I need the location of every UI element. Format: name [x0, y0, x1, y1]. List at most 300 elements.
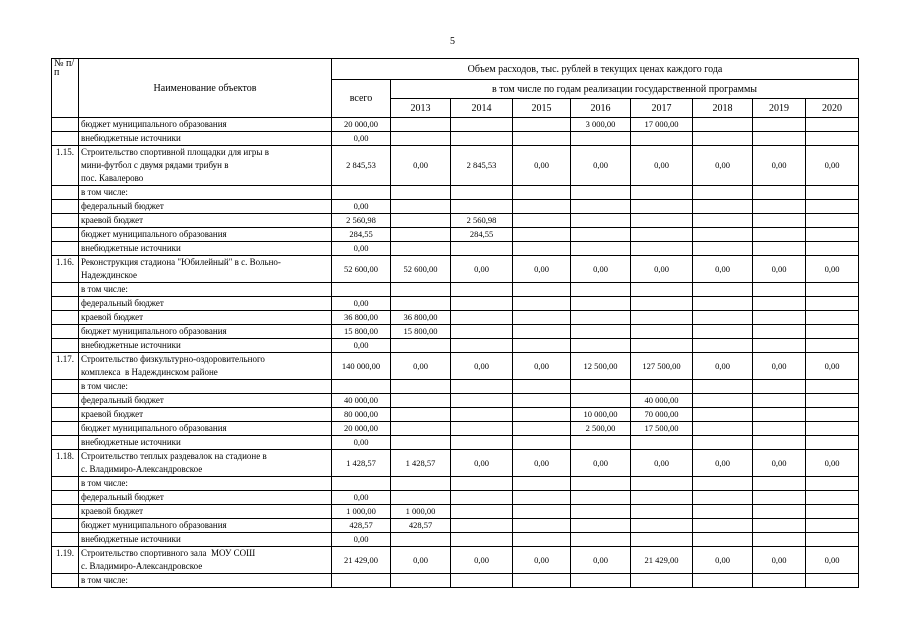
value-year	[513, 574, 571, 588]
object-name: в том числе:	[79, 186, 332, 200]
value-year	[693, 186, 753, 200]
table-row	[52, 339, 859, 353]
header-year: 2016	[571, 99, 631, 118]
value-year: 0,00	[753, 256, 806, 283]
value-year	[391, 186, 451, 200]
value-year	[451, 533, 513, 547]
item-number	[52, 519, 79, 533]
value-total: 140 000,00	[332, 353, 391, 380]
table-row	[52, 283, 859, 297]
value-year	[571, 533, 631, 547]
item-number	[52, 436, 79, 450]
value-year: 1 000,00	[391, 505, 451, 519]
value-total: 0,00	[332, 436, 391, 450]
table-row	[52, 422, 859, 436]
value-year	[753, 339, 806, 353]
object-name: внебюджетные источники	[79, 533, 332, 547]
header-by-years: в том числе по годам реализации государственной программы	[391, 80, 859, 99]
value-year	[391, 574, 451, 588]
value-year	[391, 228, 451, 242]
value-year	[571, 380, 631, 394]
value-year	[391, 118, 451, 132]
value-year	[693, 408, 753, 422]
value-year: 0,00	[693, 146, 753, 186]
value-total: 0,00	[332, 200, 391, 214]
value-year	[513, 422, 571, 436]
value-year: 15 800,00	[391, 325, 451, 339]
object-name: Строительство физкультурно-оздоровительного комплекса в Надеждинском районе	[79, 353, 332, 380]
value-total: 0,00	[332, 242, 391, 256]
value-year: 40 000,00	[631, 394, 693, 408]
value-year	[571, 214, 631, 228]
value-year	[513, 132, 571, 146]
value-year	[806, 297, 859, 311]
table-row	[52, 408, 859, 422]
value-year: 2 845,53	[451, 146, 513, 186]
value-year: 10 000,00	[571, 408, 631, 422]
value-year	[391, 408, 451, 422]
value-year: 127 500,00	[631, 353, 693, 380]
value-year	[391, 283, 451, 297]
value-year	[806, 574, 859, 588]
value-year: 70 000,00	[631, 408, 693, 422]
value-year: 0,00	[806, 450, 859, 477]
value-year	[513, 311, 571, 325]
value-year: 12 500,00	[571, 353, 631, 380]
value-year	[693, 311, 753, 325]
value-year	[631, 574, 693, 588]
value-year	[753, 394, 806, 408]
value-year	[753, 533, 806, 547]
value-year: 3 000,00	[571, 118, 631, 132]
object-name: внебюджетные источники	[79, 132, 332, 146]
header-year: 2013	[391, 99, 451, 118]
value-year	[451, 186, 513, 200]
value-year	[753, 519, 806, 533]
value-year: 0,00	[806, 353, 859, 380]
value-year: 0,00	[451, 353, 513, 380]
value-year	[806, 118, 859, 132]
value-year	[451, 242, 513, 256]
value-year	[693, 574, 753, 588]
value-year	[631, 132, 693, 146]
value-year	[693, 436, 753, 450]
item-number: 1.19.	[52, 547, 79, 574]
value-year	[451, 200, 513, 214]
value-year	[571, 519, 631, 533]
table-row-item	[52, 547, 859, 574]
object-name: федеральный бюджет	[79, 491, 332, 505]
value-year	[391, 533, 451, 547]
value-total: 428,57	[332, 519, 391, 533]
value-year	[451, 422, 513, 436]
table-row	[52, 436, 859, 450]
value-total: 52 600,00	[332, 256, 391, 283]
object-name: бюджет муниципального образования	[79, 519, 332, 533]
value-year	[631, 519, 693, 533]
item-number	[52, 132, 79, 146]
value-year	[391, 491, 451, 505]
value-year: 1 428,57	[391, 450, 451, 477]
value-year	[753, 132, 806, 146]
value-year	[513, 519, 571, 533]
item-number	[52, 311, 79, 325]
value-year: 0,00	[806, 146, 859, 186]
table-row	[52, 118, 859, 132]
table-row	[52, 519, 859, 533]
value-year	[391, 477, 451, 491]
value-year: 21 429,00	[631, 547, 693, 574]
value-year	[513, 242, 571, 256]
value-year	[391, 132, 451, 146]
value-year	[571, 297, 631, 311]
value-year	[513, 186, 571, 200]
value-year	[806, 186, 859, 200]
value-year: 428,57	[391, 519, 451, 533]
item-number	[52, 118, 79, 132]
value-year	[693, 491, 753, 505]
value-total: 1 000,00	[332, 505, 391, 519]
value-total: 40 000,00	[332, 394, 391, 408]
value-year	[513, 477, 571, 491]
header-expenditure-volume: Объем расходов, тыс. рублей в текущих ценах каждого года	[332, 59, 859, 80]
value-year	[806, 214, 859, 228]
item-number: 1.16.	[52, 256, 79, 283]
value-year	[693, 325, 753, 339]
value-year	[391, 394, 451, 408]
item-number	[52, 477, 79, 491]
value-year	[806, 491, 859, 505]
object-name: внебюджетные источники	[79, 339, 332, 353]
value-total: 36 800,00	[332, 311, 391, 325]
value-total	[332, 477, 391, 491]
value-year	[571, 491, 631, 505]
value-year: 0,00	[571, 146, 631, 186]
value-year: 0,00	[571, 450, 631, 477]
value-year	[513, 339, 571, 353]
table-row	[52, 242, 859, 256]
value-year: 0,00	[451, 547, 513, 574]
value-year	[806, 408, 859, 422]
value-year	[451, 118, 513, 132]
value-year	[693, 214, 753, 228]
value-year	[753, 200, 806, 214]
object-name: краевой бюджет	[79, 214, 332, 228]
table-body	[52, 118, 859, 588]
value-year: 0,00	[693, 547, 753, 574]
item-number	[52, 533, 79, 547]
value-year	[631, 505, 693, 519]
table-row	[52, 477, 859, 491]
value-year	[631, 380, 693, 394]
object-name: внебюджетные источники	[79, 436, 332, 450]
object-name: Строительство спортивной площадки для игры в мини-футбол с двумя рядами трибун в пос. Кавалерово	[79, 146, 332, 186]
item-number: 1.18.	[52, 450, 79, 477]
value-year	[806, 519, 859, 533]
item-number	[52, 408, 79, 422]
item-number: 1.15.	[52, 146, 79, 186]
value-year	[753, 505, 806, 519]
value-total	[332, 380, 391, 394]
value-year	[513, 214, 571, 228]
value-year: 17 000,00	[631, 118, 693, 132]
value-year: 0,00	[451, 256, 513, 283]
value-year	[391, 380, 451, 394]
value-year	[753, 297, 806, 311]
value-year	[571, 325, 631, 339]
value-year	[391, 200, 451, 214]
value-year	[693, 533, 753, 547]
value-year	[631, 491, 693, 505]
value-total: 0,00	[332, 297, 391, 311]
object-name: краевой бюджет	[79, 408, 332, 422]
value-year	[806, 394, 859, 408]
value-year: 0,00	[693, 353, 753, 380]
value-year	[631, 200, 693, 214]
header-year: 2019	[753, 99, 806, 118]
value-year	[806, 380, 859, 394]
value-year	[451, 325, 513, 339]
item-number	[52, 394, 79, 408]
value-year	[391, 214, 451, 228]
item-number	[52, 214, 79, 228]
value-year	[753, 242, 806, 256]
value-total: 284,55	[332, 228, 391, 242]
object-name: бюджет муниципального образования	[79, 422, 332, 436]
item-number	[52, 505, 79, 519]
page-number: 5	[450, 36, 455, 47]
value-year	[571, 436, 631, 450]
value-total: 0,00	[332, 132, 391, 146]
value-year	[571, 200, 631, 214]
header-year: 2018	[693, 99, 753, 118]
item-number	[52, 228, 79, 242]
value-year	[806, 422, 859, 436]
value-year	[451, 408, 513, 422]
value-year	[753, 311, 806, 325]
value-year	[693, 422, 753, 436]
value-year	[451, 436, 513, 450]
value-year	[513, 408, 571, 422]
value-year	[806, 242, 859, 256]
value-year	[631, 283, 693, 297]
value-year: 0,00	[693, 450, 753, 477]
value-year: 0,00	[631, 146, 693, 186]
object-name: федеральный бюджет	[79, 297, 332, 311]
value-year	[451, 519, 513, 533]
header-year: 2015	[513, 99, 571, 118]
value-year	[571, 505, 631, 519]
value-year	[631, 186, 693, 200]
header-year: 2017	[631, 99, 693, 118]
value-year	[451, 574, 513, 588]
table-row	[52, 297, 859, 311]
value-year: 36 800,00	[391, 311, 451, 325]
value-total	[332, 574, 391, 588]
value-year	[451, 339, 513, 353]
item-number	[52, 574, 79, 588]
value-year	[693, 283, 753, 297]
table-row-item	[52, 353, 859, 380]
value-year	[571, 228, 631, 242]
value-year: 0,00	[513, 256, 571, 283]
value-year: 0,00	[806, 547, 859, 574]
value-year	[571, 186, 631, 200]
table-row	[52, 491, 859, 505]
value-year: 0,00	[693, 256, 753, 283]
value-year	[451, 311, 513, 325]
value-year	[753, 408, 806, 422]
table-row	[52, 186, 859, 200]
value-total: 0,00	[332, 491, 391, 505]
value-year	[571, 477, 631, 491]
item-number	[52, 380, 79, 394]
table-row	[52, 505, 859, 519]
value-year	[451, 132, 513, 146]
object-name: бюджет муниципального образования	[79, 228, 332, 242]
item-number	[52, 200, 79, 214]
value-year	[753, 491, 806, 505]
value-year	[391, 422, 451, 436]
table-row	[52, 380, 859, 394]
value-year	[513, 200, 571, 214]
value-year	[513, 436, 571, 450]
object-name: Строительство спортивного зала МОУ СОШ с. Владимиро-Александровское	[79, 547, 332, 574]
value-year	[451, 477, 513, 491]
value-year: 0,00	[571, 547, 631, 574]
value-year	[806, 283, 859, 297]
value-year: 0,00	[391, 353, 451, 380]
value-year	[693, 394, 753, 408]
value-year	[693, 242, 753, 256]
item-number	[52, 186, 79, 200]
header-object-name: Наименование объектов	[79, 59, 332, 118]
value-year	[753, 380, 806, 394]
value-year	[806, 436, 859, 450]
value-year: 0,00	[391, 146, 451, 186]
value-year	[391, 436, 451, 450]
value-year	[693, 297, 753, 311]
value-year	[631, 477, 693, 491]
table-row-item	[52, 146, 859, 186]
value-year	[513, 118, 571, 132]
value-year	[451, 297, 513, 311]
object-name: внебюджетные источники	[79, 242, 332, 256]
value-year	[513, 380, 571, 394]
table-row	[52, 533, 859, 547]
value-year: 0,00	[753, 146, 806, 186]
object-name: в том числе:	[79, 477, 332, 491]
value-year: 52 600,00	[391, 256, 451, 283]
value-year: 0,00	[631, 450, 693, 477]
header-number: № п/п	[52, 59, 79, 118]
value-year	[513, 297, 571, 311]
object-name: бюджет муниципального образования	[79, 325, 332, 339]
table-header	[52, 59, 859, 118]
value-year	[451, 380, 513, 394]
value-year	[693, 200, 753, 214]
value-year	[571, 132, 631, 146]
value-year	[693, 118, 753, 132]
value-year	[571, 242, 631, 256]
value-total: 80 000,00	[332, 408, 391, 422]
table-row	[52, 200, 859, 214]
value-year	[571, 283, 631, 297]
item-number	[52, 297, 79, 311]
value-year: 0,00	[753, 353, 806, 380]
value-year	[631, 533, 693, 547]
value-year	[391, 339, 451, 353]
value-year	[451, 283, 513, 297]
value-year	[571, 394, 631, 408]
value-total	[332, 283, 391, 297]
value-total: 21 429,00	[332, 547, 391, 574]
value-year	[571, 339, 631, 353]
value-year	[753, 477, 806, 491]
value-year	[571, 311, 631, 325]
value-year: 0,00	[391, 547, 451, 574]
object-name: краевой бюджет	[79, 311, 332, 325]
value-year	[753, 214, 806, 228]
value-year	[693, 505, 753, 519]
value-year	[693, 477, 753, 491]
item-number: 1.17.	[52, 353, 79, 380]
value-year	[631, 297, 693, 311]
value-year	[753, 574, 806, 588]
value-year	[693, 228, 753, 242]
item-number	[52, 339, 79, 353]
value-year: 284,55	[451, 228, 513, 242]
value-year: 0,00	[753, 547, 806, 574]
budget-table	[51, 58, 859, 588]
value-year	[806, 200, 859, 214]
value-year: 0,00	[513, 353, 571, 380]
value-year	[806, 533, 859, 547]
value-year	[513, 505, 571, 519]
value-year: 2 500,00	[571, 422, 631, 436]
value-year	[513, 325, 571, 339]
header-year: 2020	[806, 99, 859, 118]
value-year	[571, 574, 631, 588]
table-row	[52, 574, 859, 588]
value-year	[631, 242, 693, 256]
table-row-item	[52, 450, 859, 477]
value-year	[451, 505, 513, 519]
value-total: 0,00	[332, 533, 391, 547]
value-year: 0,00	[513, 146, 571, 186]
item-number	[52, 491, 79, 505]
value-year	[806, 505, 859, 519]
object-name: в том числе:	[79, 574, 332, 588]
table-row	[52, 228, 859, 242]
value-year: 0,00	[571, 256, 631, 283]
value-year	[806, 477, 859, 491]
table-row	[52, 214, 859, 228]
value-year	[806, 132, 859, 146]
value-year	[513, 283, 571, 297]
value-year	[753, 436, 806, 450]
value-year	[693, 519, 753, 533]
value-total	[332, 186, 391, 200]
value-year	[631, 436, 693, 450]
value-year	[693, 132, 753, 146]
table-row	[52, 394, 859, 408]
table-row-item	[52, 256, 859, 283]
value-year	[391, 242, 451, 256]
object-name: краевой бюджет	[79, 505, 332, 519]
value-year: 0,00	[513, 450, 571, 477]
item-number	[52, 422, 79, 436]
